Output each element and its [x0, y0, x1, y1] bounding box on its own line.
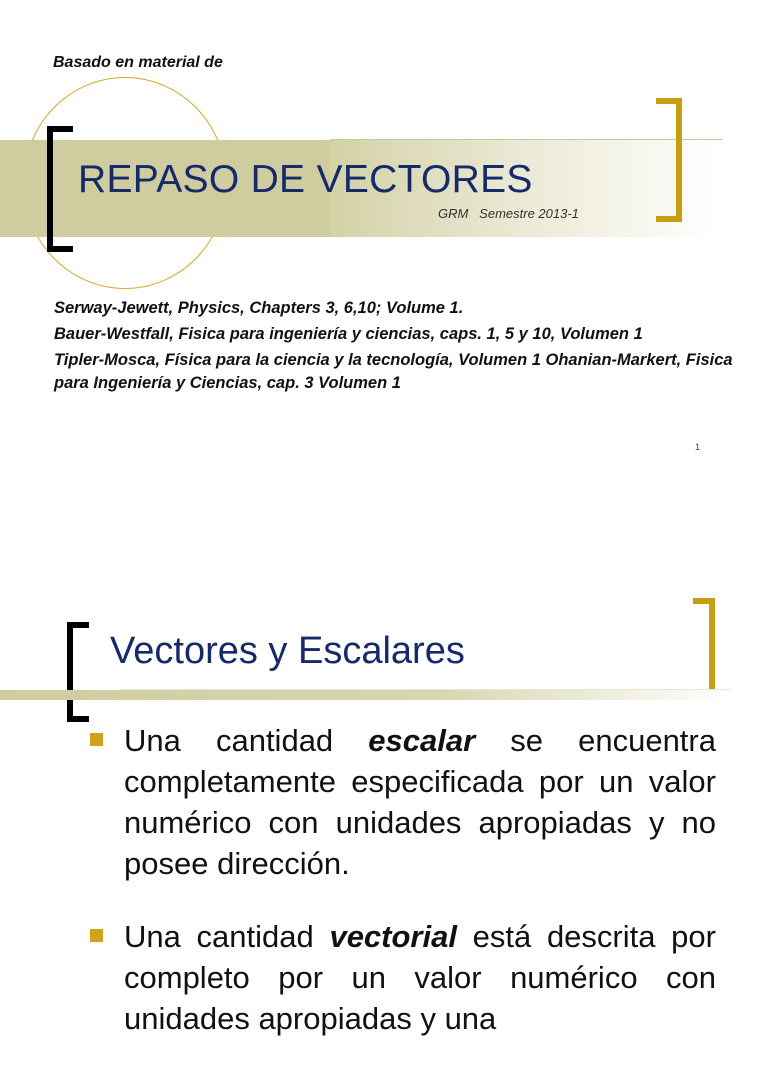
- slide-title: REPASO DE VECTORES: [78, 158, 533, 201]
- bullet-item: Una cantidad vectorial está descrita por completo por un valor numérico con unidades apropiadas y una: [88, 916, 716, 1039]
- square-bullet-icon: [90, 929, 103, 942]
- based-on-label: Basado en material de: [53, 54, 223, 71]
- left-bracket-icon: [67, 622, 89, 722]
- page-number: 1: [695, 442, 701, 452]
- references-list: [54, 297, 734, 398]
- slide-subtitle: GRM Semestre 2013-1: [438, 206, 579, 221]
- title-slide: [0, 0, 768, 475]
- right-bracket-icon: [656, 98, 682, 222]
- reference-item: Bauer-Westfall, Fisica para ingeniería y ciencias, caps. 1, 5 y 10, Volumen 1: [54, 325, 643, 343]
- reference-item: Serway-Jewett, Physics, Chapters 3, 6,10; Volume 1.: [54, 299, 464, 317]
- bullet-item: Una cantidad escalar se encuentra completamente especificada por un valor numérico con unidades apropiadas y no posee dirección.: [88, 720, 716, 884]
- title-rule: [0, 690, 730, 700]
- left-bracket-icon: [47, 126, 73, 252]
- reference-item: Tipler-Mosca, Física para la ciencia y la tecnología, Volumen 1 Ohanian-Markert, Fisica para Ingeniería y Ciencias, cap. 3 Volumen 1: [54, 351, 733, 392]
- square-bullet-icon: [90, 733, 103, 746]
- slide-title: Vectores y Escalares: [110, 630, 465, 672]
- bullet-list: [88, 720, 716, 1071]
- right-bracket-icon: [693, 598, 715, 698]
- content-slide: [0, 540, 768, 1036]
- emphasis-term: vectorial: [329, 919, 457, 954]
- emphasis-term: escalar: [368, 723, 476, 758]
